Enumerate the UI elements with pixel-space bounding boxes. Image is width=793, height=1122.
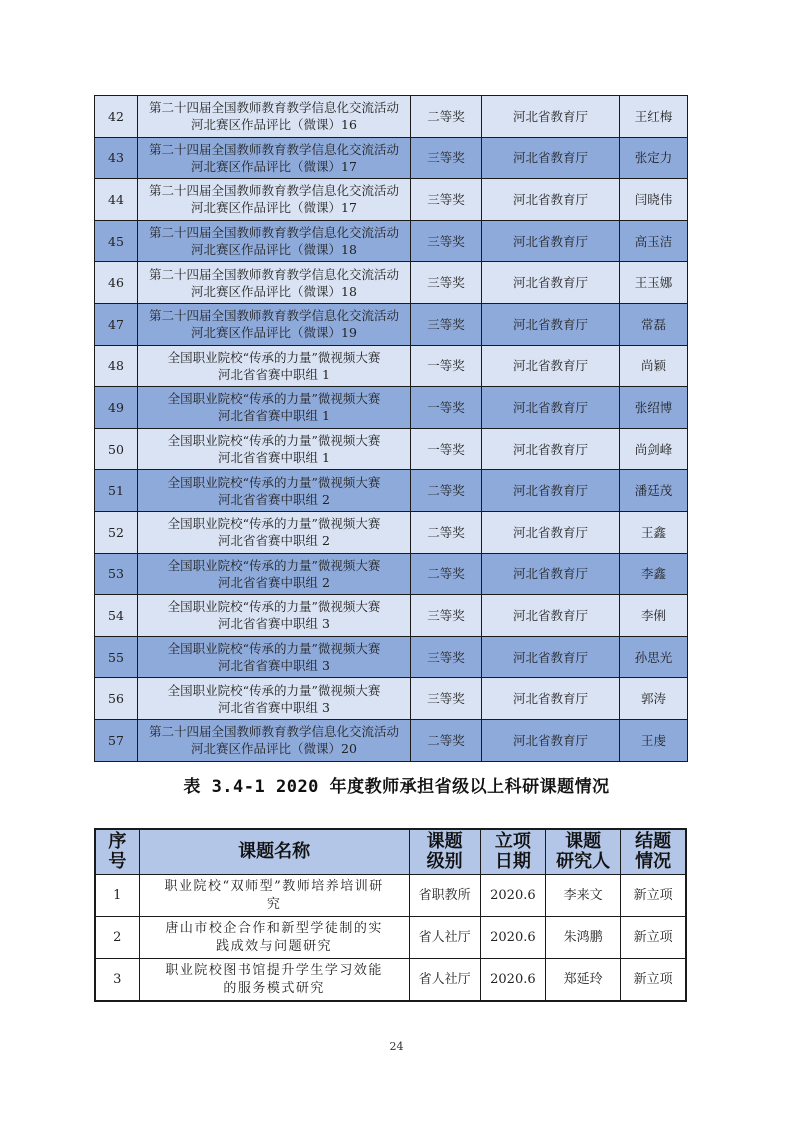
award-level: 三等奖 [411,595,482,637]
award-person: 高玉洁 [620,220,688,262]
award-row [95,678,688,720]
award-org: 河北省教育厅 [482,220,620,262]
award-no: 51 [95,470,138,512]
project-status: 新立项 [621,959,686,1002]
award-name-line1: 全国职业院校“传承的力量”微视频大赛 [167,557,381,573]
award-person: 王鑫 [620,511,688,553]
page-number: 24 [389,1040,404,1053]
award-row [95,428,688,470]
award-name-line2: 河北省省赛中职组 2 [218,491,330,507]
award-no: 42 [95,96,138,138]
award-row [95,636,688,678]
award-name [138,262,411,304]
project-name [139,959,409,1002]
award-org: 河北省教育厅 [482,595,620,637]
award-person: 闫晓伟 [620,179,688,221]
award-person: 张绍博 [620,387,688,429]
award-name-line1: 全国职业院校“传承的力量”微视频大赛 [167,641,381,657]
header-level-line2: 级别 [426,851,463,872]
project-no: 1 [95,875,139,917]
award-no: 44 [95,179,138,221]
awards-table-body [95,96,688,762]
award-org: 河北省教育厅 [482,345,620,387]
header-date [480,829,545,875]
award-name-line1: 全国职业院校“传承的力量”微视频大赛 [167,349,381,365]
award-name-line1: 第二十四届全国教师教育教学信息化交流活动 [148,724,399,740]
award-name [138,345,411,387]
award-person: 张定力 [620,137,688,179]
award-no: 45 [95,220,138,262]
table-caption: 表 3.4-1 2020 年度教师承担省级以上科研课题情况 [183,777,610,797]
award-name [138,179,411,221]
project-status: 新立项 [621,875,686,917]
award-name-line2: 河北省省赛中职组 1 [218,450,330,466]
award-person: 尚颖 [620,345,688,387]
award-name-line1: 全国职业院校“传承的力量”微视频大赛 [167,433,381,449]
award-name [138,553,411,595]
award-name-line1: 全国职业院校“传承的力量”微视频大赛 [167,599,381,615]
award-name [138,678,411,720]
award-person: 王红梅 [620,96,688,138]
award-name [138,511,411,553]
award-level: 三等奖 [411,636,482,678]
award-row [95,303,688,345]
project-name [139,917,409,959]
award-row [95,595,688,637]
award-level: 三等奖 [411,262,482,304]
award-name-line2: 河北赛区作品评比（微课）16 [191,117,357,133]
award-name-line2: 河北赛区作品评比（微课）17 [191,158,357,174]
award-row [95,345,688,387]
award-level: 三等奖 [411,179,482,221]
award-person: 常磊 [620,303,688,345]
award-org: 河北省教育厅 [482,262,620,304]
award-name-line2: 河北赛区作品评比（微课）19 [191,325,357,341]
award-name-line1: 第二十四届全国教师教育教学信息化交流活动 [148,308,399,324]
award-name-line2: 河北赛区作品评比（微课）17 [191,200,357,216]
award-level: 二等奖 [411,553,482,595]
award-name [138,387,411,429]
award-no: 43 [95,137,138,179]
award-no: 49 [95,387,138,429]
project-name-line1: 职业院校图书馆提升学生学习效能 [165,962,383,978]
award-name-line2: 河北省省赛中职组 1 [218,408,330,424]
award-name [138,470,411,512]
award-person: 李俐 [620,595,688,637]
award-person: 王玉娜 [620,262,688,304]
header-researcher-line2: 研究人 [556,851,611,872]
award-row [95,220,688,262]
award-name [138,137,411,179]
award-row [95,387,688,429]
award-name-line2: 河北省省赛中职组 2 [218,574,330,590]
project-name-line2: 的服务模式研究 [223,980,325,996]
award-level: 二等奖 [411,96,482,138]
award-name-line1: 全国职业院校“传承的力量”微视频大赛 [167,391,381,407]
award-level: 二等奖 [411,719,482,761]
award-name-line2: 河北赛区作品评比（微课）20 [191,741,357,757]
project-name-line1: 唐山市校企合作和新型学徒制的实 [165,920,383,936]
award-org: 河北省教育厅 [482,678,620,720]
project-row [95,959,686,1002]
project-researcher: 李来文 [546,875,621,917]
award-row [95,179,688,221]
award-level: 一等奖 [411,428,482,470]
award-person: 王虔 [620,719,688,761]
award-level: 三等奖 [411,303,482,345]
award-name-line2: 河北省省赛中职组 1 [218,366,330,382]
header-researcher-line1: 课题 [565,831,602,852]
header-no-line2: 号 [108,851,127,872]
award-row [95,137,688,179]
project-name [139,875,409,917]
header-researcher [546,829,621,875]
award-name-line2: 河北省省赛中职组 3 [218,699,330,715]
award-name-line1: 全国职业院校“传承的力量”微视频大赛 [167,474,381,490]
header-status [621,829,686,875]
project-level: 省职教所 [409,875,480,917]
award-no: 47 [95,303,138,345]
header-no [95,829,139,875]
award-name-line1: 第二十四届全国教师教育教学信息化交流活动 [148,100,399,116]
award-name-line1: 第二十四届全国教师教育教学信息化交流活动 [148,266,399,282]
header-no-line1: 序 [108,831,127,852]
award-no: 52 [95,511,138,553]
award-name-line1: 第二十四届全国教师教育教学信息化交流活动 [148,141,399,157]
project-no: 2 [95,917,139,959]
award-row [95,719,688,761]
award-no: 57 [95,719,138,761]
award-name [138,719,411,761]
award-level: 二等奖 [411,470,482,512]
award-org: 河北省教育厅 [482,96,620,138]
award-name-line2: 河北赛区作品评比（微课）18 [191,283,357,299]
header-date-line1: 立项 [494,831,531,852]
award-org: 河北省教育厅 [482,470,620,512]
header-level-line1: 课题 [426,831,463,852]
award-person: 李鑫 [620,553,688,595]
award-name-line1: 全国职业院校“传承的力量”微视频大赛 [167,682,381,698]
award-no: 54 [95,595,138,637]
award-row [95,96,688,138]
award-org: 河北省教育厅 [482,179,620,221]
header-date-line2: 日期 [494,851,531,872]
project-no: 3 [95,959,139,1002]
awards-table [94,95,688,762]
award-name [138,428,411,470]
award-org: 河北省教育厅 [482,428,620,470]
award-name-line2: 河北赛区作品评比（微课）18 [191,242,357,258]
award-name-line2: 河北省省赛中职组 2 [218,533,330,549]
award-org: 河北省教育厅 [482,137,620,179]
project-date: 2020.6 [480,875,545,917]
award-level: 二等奖 [411,511,482,553]
award-row [95,553,688,595]
award-no: 56 [95,678,138,720]
header-name-text: 课题名称 [238,841,311,862]
project-level: 省人社厅 [409,959,480,1002]
project-name-line2: 究 [266,896,282,912]
award-no: 48 [95,345,138,387]
award-org: 河北省教育厅 [482,719,620,761]
project-name-line1: 职业院校“双师型”教师培养培训研 [164,878,384,894]
project-level: 省人社厅 [409,917,480,959]
award-no: 53 [95,553,138,595]
award-name-line2: 河北省省赛中职组 3 [218,616,330,632]
project-researcher: 朱鸿鹏 [546,917,621,959]
award-org: 河北省教育厅 [482,303,620,345]
award-row [95,470,688,512]
header-name [139,829,409,875]
projects-table [94,828,687,1002]
header-status-line1: 结题 [635,831,672,852]
award-row [95,262,688,304]
award-name [138,595,411,637]
award-no: 55 [95,636,138,678]
award-no: 46 [95,262,138,304]
projects-table-body [95,875,686,1002]
award-org: 河北省教育厅 [482,553,620,595]
award-level: 一等奖 [411,387,482,429]
project-date: 2020.6 [480,917,545,959]
award-name [138,220,411,262]
award-level: 三等奖 [411,137,482,179]
award-org: 河北省教育厅 [482,636,620,678]
project-row [95,917,686,959]
award-org: 河北省教育厅 [482,511,620,553]
award-name [138,636,411,678]
award-level: 一等奖 [411,345,482,387]
award-level: 三等奖 [411,220,482,262]
award-row [95,511,688,553]
award-org: 河北省教育厅 [482,387,620,429]
project-date: 2020.6 [480,959,545,1002]
award-name-line2: 河北省省赛中职组 3 [218,658,330,674]
header-status-line2: 情况 [635,851,672,872]
award-name [138,303,411,345]
header-level [409,829,480,875]
award-level: 三等奖 [411,678,482,720]
award-no: 50 [95,428,138,470]
award-person: 孙思光 [620,636,688,678]
projects-header-row [95,829,686,875]
project-name-line2: 践成效与问题研究 [216,938,333,954]
award-name [138,96,411,138]
project-status: 新立项 [621,917,686,959]
award-person: 潘廷茂 [620,470,688,512]
project-row [95,875,686,917]
award-name-line1: 全国职业院校“传承的力量”微视频大赛 [167,516,381,532]
project-researcher: 郑延玲 [546,959,621,1002]
award-name-line1: 第二十四届全国教师教育教学信息化交流活动 [148,225,399,241]
award-name-line1: 第二十四届全国教师教育教学信息化交流活动 [148,183,399,199]
award-person: 尚剑峰 [620,428,688,470]
award-person: 郭涛 [620,678,688,720]
